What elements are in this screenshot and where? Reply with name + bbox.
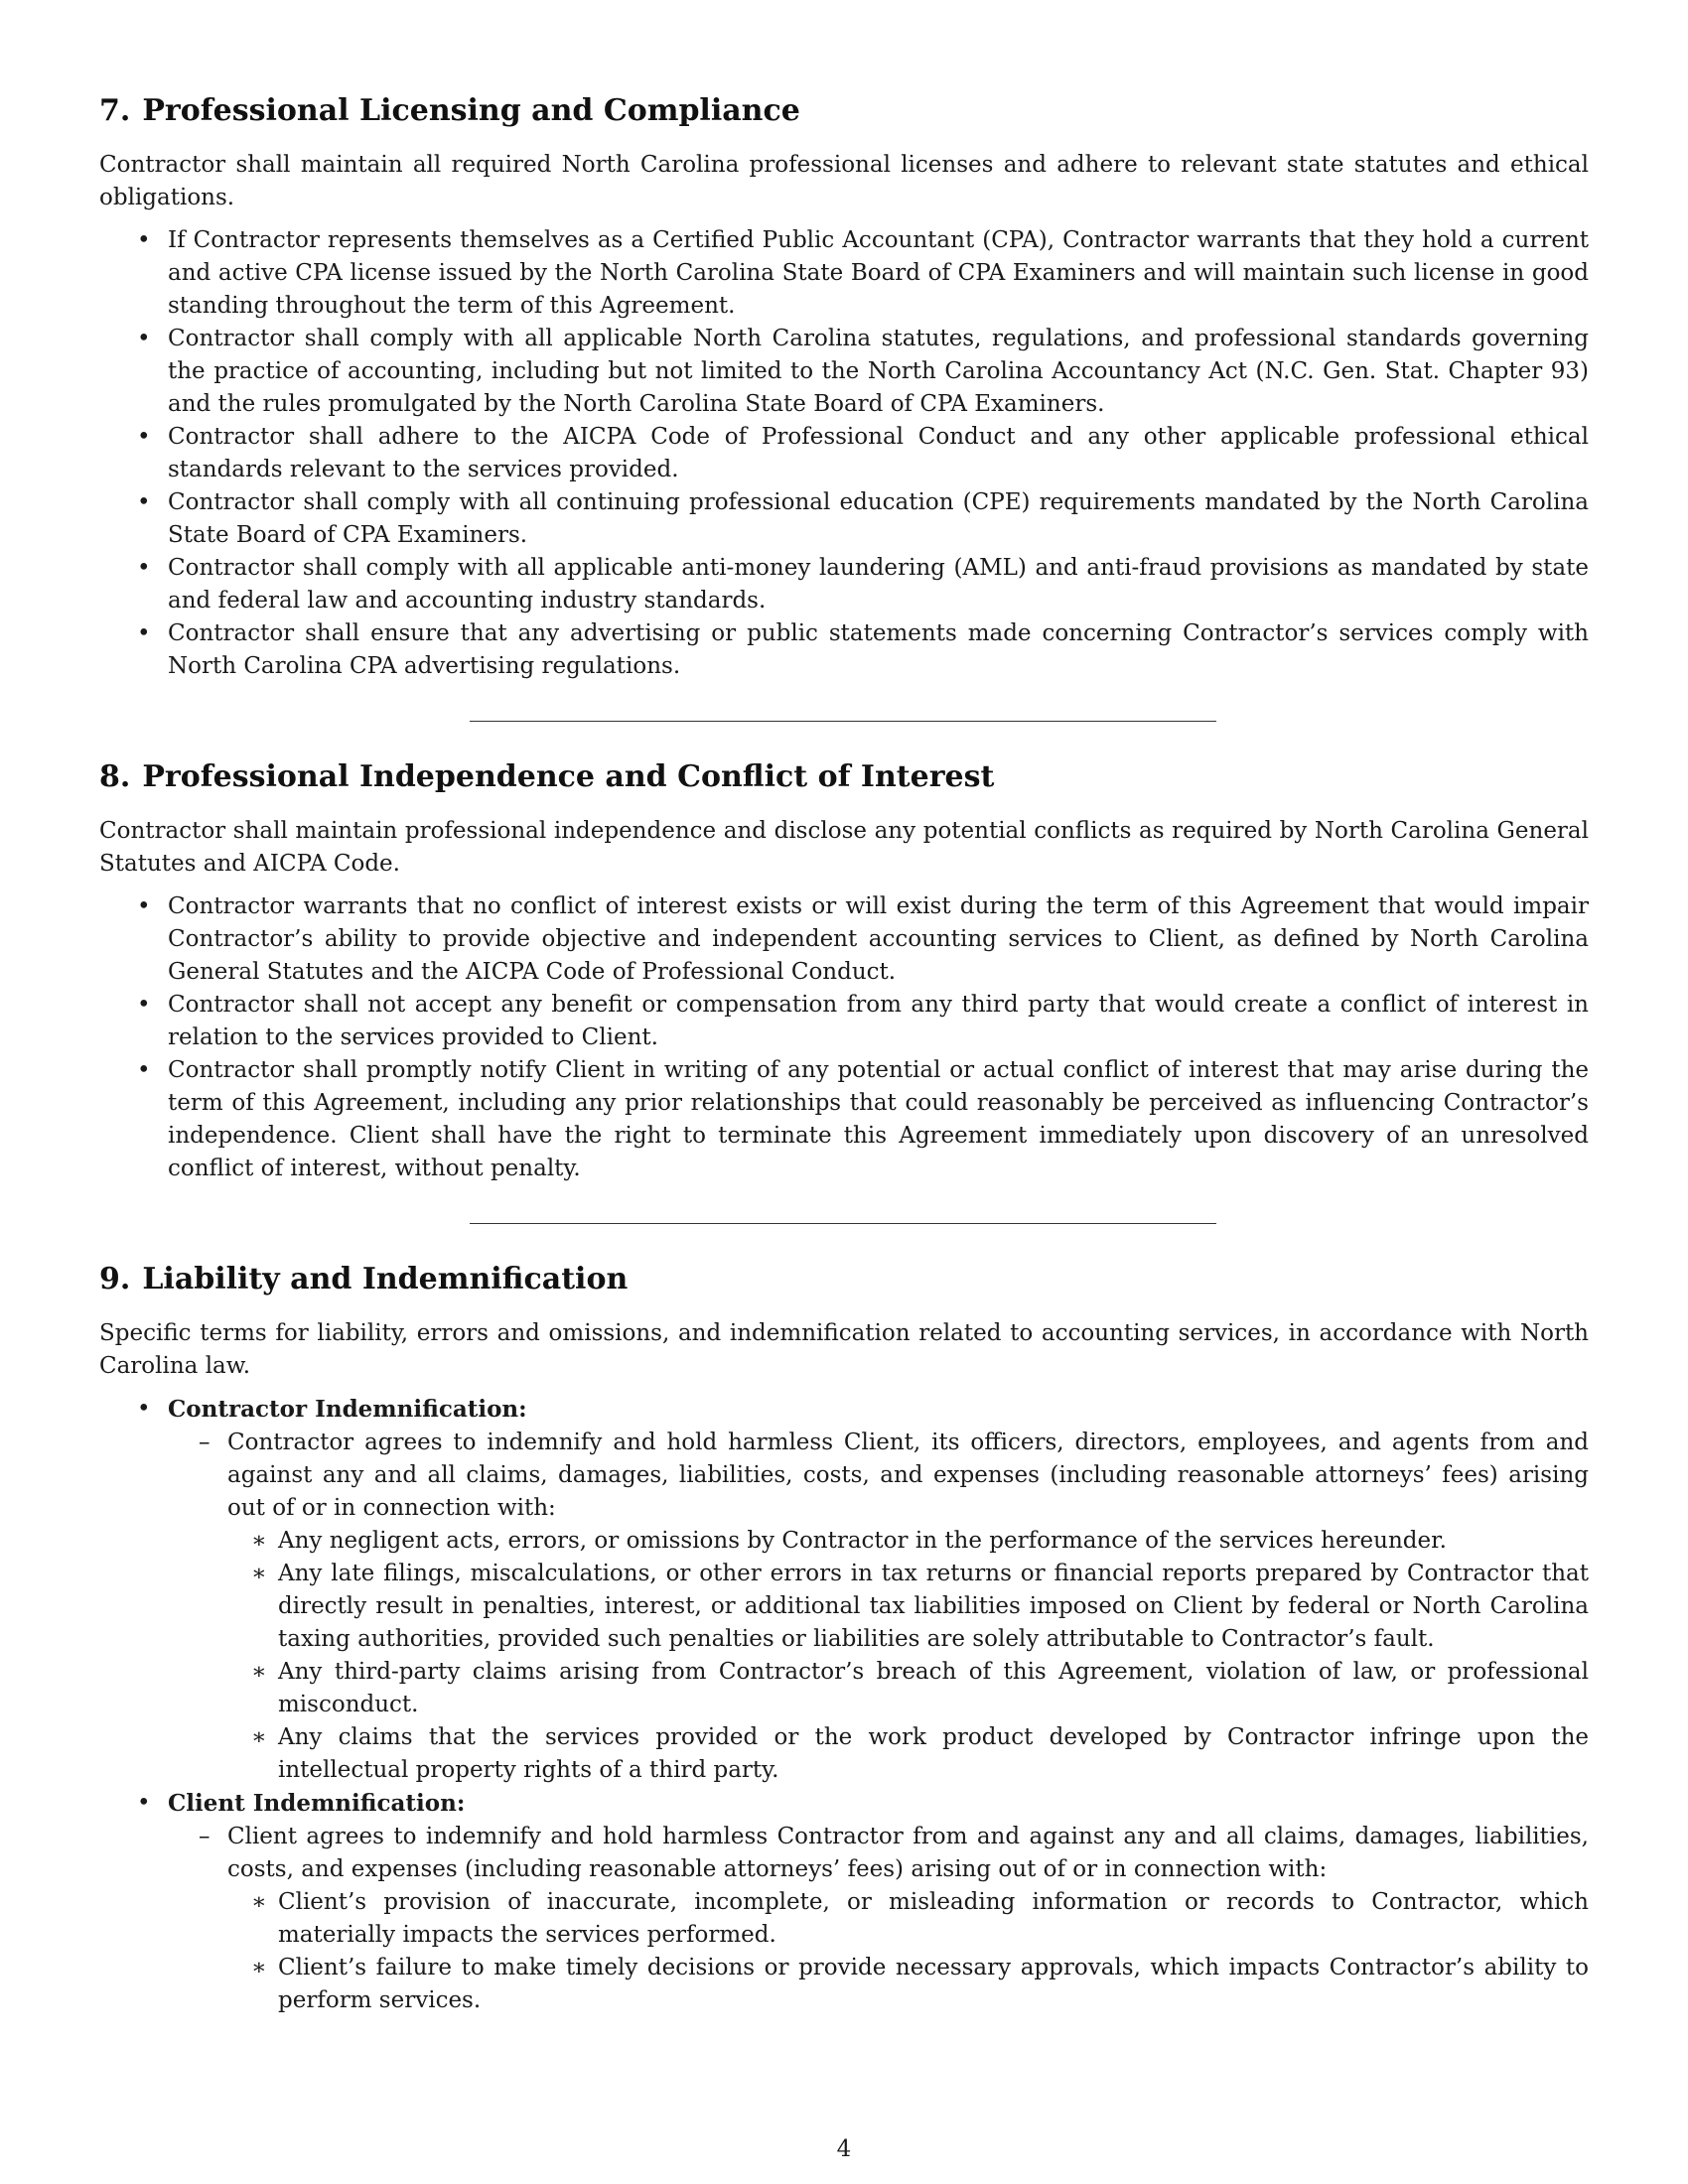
- list-item: [168, 1821, 1589, 2017]
- list-item: • Contractor shall comply with all applicable anti-money laundering (AML) and anti-fraud provisions as mandated by state and federal law and accounting industry standards.: [99, 552, 1589, 617]
- list-item: ∗ Client’s failure to make timely decisions or provide necessary approvals, which impacts Contractor’s ability to perform services.: [227, 1952, 1589, 2017]
- list-item: ∗ Any late filings, miscalculations, or other errors in tax returns or financial reports prepared by Contractor that directly result in penalties, interest, or additional tax liabilities imposed on Client by federal or North Carolina taxing authorities, provided such penalties or liabilities are solely attributable to Contractor’s fault.: [227, 1558, 1589, 1656]
- bullet-list: [99, 224, 1589, 683]
- list-item: [168, 1427, 1589, 1787]
- dash-list: [168, 1427, 1589, 1787]
- group-text: Client agrees to indemnify and hold harmless Contractor from and against any and all claims, damages, liabilities, costs, and expenses (including reasonable attorneys’ fees) arising out of or in connection with:: [227, 1824, 1589, 1882]
- list-item: • Contractor shall promptly notify Client in writing of any potential or actual conflict of interest that may arise during the term of this Agreement, including any prior relationships that could reasonably be perceived as influencing Contractor’s independence. Client shall have the right to terminate this Agreement immediately upon discovery of an unresolved conflict of interest, without penalty.: [99, 1054, 1589, 1185]
- section-number: 9.: [99, 1262, 131, 1297]
- group-label: Contractor Indemnification:: [168, 1396, 527, 1423]
- section-intro: Contractor shall maintain all required North Carolina professional licenses and adhere to relevant state statutes and ethical obligations.: [99, 152, 1589, 210]
- section-title: Liability and Indemnification: [142, 1262, 629, 1297]
- section-heading: [99, 757, 1589, 797]
- list-item: • Contractor shall comply with all applicable North Carolina statutes, regulations, and professional standards governing the practice of accounting, including but not limited to the North Carolina Accountancy Act (N.C. Gen. Stat. Chapter 93) and the rules promulgated by the North Carolina State Board of CPA Examiners.: [99, 323, 1589, 421]
- section-heading: [99, 1260, 1589, 1299]
- section-number: 8.: [99, 759, 131, 794]
- bullet-list: [99, 890, 1589, 1185]
- list-item: • Contractor shall adhere to the AICPA Code of Professional Conduct and any other applicable professional ethical standards relevant to the services provided.: [99, 421, 1589, 486]
- section-8: [99, 757, 1589, 1185]
- section-9: [99, 1260, 1589, 2017]
- section-divider: [470, 1223, 1216, 1224]
- section-divider: [470, 721, 1216, 722]
- list-item: • Contractor shall comply with all continuing professional education (CPE) requirements mandated by the North Carolina State Board of CPA Examiners.: [99, 486, 1589, 552]
- list-item: • Contractor warrants that no conflict of interest exists or will exist during the term of this Agreement that would impair Contractor’s ability to provide objective and independent accounting services to Client, as defined by North Carolina General Statutes and the AICPA Code of Professional Conduct.: [99, 890, 1589, 989]
- group-text: Contractor agrees to indemnify and hold harmless Client, its officers, directors, employees, and agents from and against any and all claims, damages, liabilities, costs, and expenses (including reasonable attorneys’ fees) arising out of or in connection with:: [227, 1430, 1589, 1521]
- list-item-client-indemnification: [99, 1787, 1589, 2017]
- list-item-contractor-indemnification: [99, 1393, 1589, 1787]
- dash-list: [168, 1821, 1589, 2017]
- star-list: [227, 1525, 1589, 1787]
- list-item: ∗ Any claims that the services provided or the work product developed by Contractor infringe upon the intellectual property rights of a third party.: [227, 1721, 1589, 1787]
- list-item: • Contractor shall not accept any benefit or compensation from any third party that would create a conflict of interest in relation to the services provided to Client.: [99, 989, 1589, 1054]
- section-title: Professional Licensing and Compliance: [142, 93, 800, 128]
- list-item: ∗ Any negligent acts, errors, or omissions by Contractor in the performance of the services hereunder.: [227, 1525, 1589, 1558]
- bullet-list: [99, 1393, 1589, 2017]
- section-7: [99, 91, 1589, 683]
- section-title: Professional Independence and Conflict of Interest: [142, 759, 995, 794]
- list-item: ∗ Client’s provision of inaccurate, incomplete, or misleading information or records to Contractor, which materially impacts the services performed.: [227, 1886, 1589, 1952]
- list-item: • Contractor shall ensure that any advertising or public statements made concerning Contractor’s services comply with North Carolina CPA advertising regulations.: [99, 617, 1589, 683]
- list-item: ∗ Any third-party claims arising from Contractor’s breach of this Agreement, violation of law, or professional misconduct.: [227, 1656, 1589, 1721]
- section-intro: Specific terms for liability, errors and omissions, and indemnification related to accounting services, in accordance with North Carolina law.: [99, 1320, 1589, 1379]
- group-label: Client Indemnification:: [168, 1790, 466, 1817]
- section-heading: [99, 91, 1589, 131]
- section-number: 7.: [99, 93, 131, 128]
- list-item: • If Contractor represents themselves as a Certified Public Accountant (CPA), Contractor warrants that they hold a current and active CPA license issued by the North Carolina State Board of CPA Examiners and will maintain such license in good standing throughout the term of this Agreement.: [99, 224, 1589, 323]
- star-list: [227, 1886, 1589, 2017]
- section-intro: Contractor shall maintain professional independence and disclose any potential conflicts as required by North Carolina General Statutes and AICPA Code.: [99, 818, 1589, 877]
- page-number: 4: [836, 2136, 852, 2162]
- document-page: [99, 91, 1589, 2017]
